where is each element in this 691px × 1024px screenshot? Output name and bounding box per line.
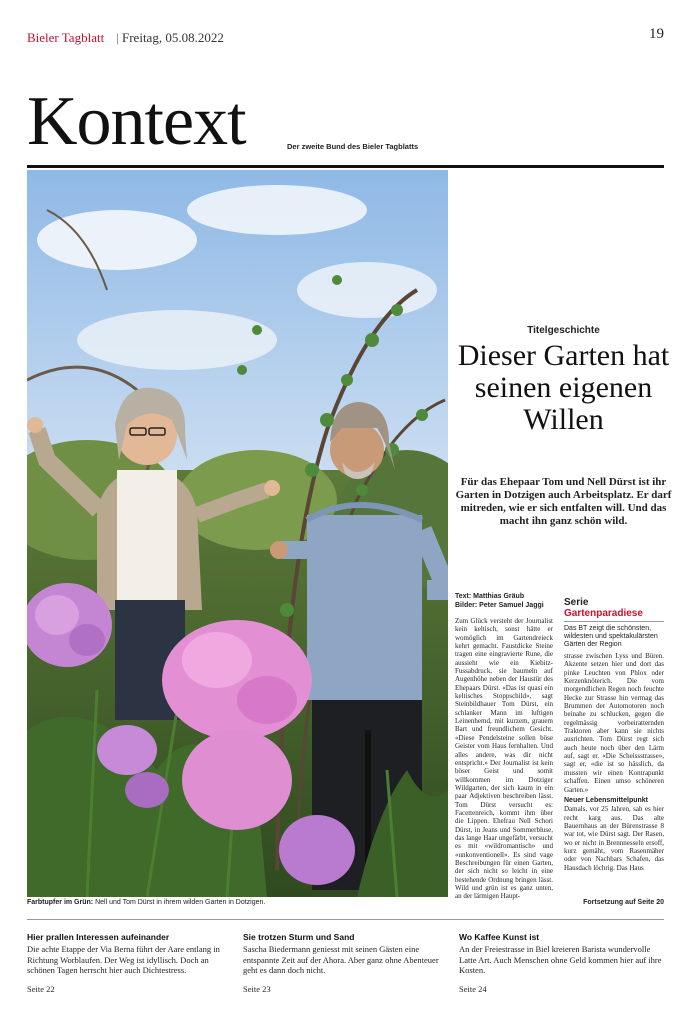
- serie-label: Serie: [564, 597, 589, 608]
- newspaper-name: Bieler Tagblatt: [27, 30, 105, 45]
- footer-teaser-1[interactable]: [27, 932, 232, 976]
- footer-teaser-page[interactable]: Seite 23: [243, 984, 271, 994]
- article-headline: Dieser Garten hat seinen eigenen Willen: [457, 339, 670, 436]
- column2-subhead: Neuer Lebensmittelpunkt: [564, 796, 649, 804]
- garden-photo: [27, 170, 448, 897]
- footer-teaser-page[interactable]: Seite 22: [27, 984, 55, 994]
- continuation-note[interactable]: Fortsetzung auf Seite 20: [583, 899, 664, 906]
- column2-intro: strasse zwischen Lyss und Büren. Akzente setzen hier und dort das pinke Leuchten von Phlox oder Kerzenknöterich. Die vom morgendlichen Regen noch feuchte Hecke zur Strasse hin vermag das Brummen der Automotoren noch beinahe zu schlucken, gegen die regelmässig vorbeiratternden Traktoren aber kann sie nichts ausrichten. Tom Dürst regt sich auch heute noch über den Lärm auf, sagt er. «Die Scheissstrasse», sagt er, «die ist so hässlich, da mussten wir einen Kontrapunkt schaffen. Einen umso schöneren Garten.»: [564, 652, 664, 794]
- article-column-1: Zum Glück versteht der Journalist kein keltisch, sonst hätte er womöglich im Gartendreieck kehrt gemacht. Faustdicke Steine tragen eine eingravierte Rune, die aussieht wie ein Kiebitz-Fussabdruck, sie baumeln auf Augenhöhe neben der Haustür des Ehepaars Dürst. «Das ist quasi ein keltisches Stoppschild», sagt Steinbildhauer Tom Dürst, ein schlanker Mann im luftigen Leinenhemd, mit kurzem, grauem Bart und freundlichem Gesicht. «Diese Pendelsteine sollen böse Geister vom Haus fernhalten. Und alles andere, was dir nicht entspricht.» Der Journalist ist kein böser Geist und somit willkommen im Dotziger Wildgarten, der sich kaum in ein paar Adjektiven beschreiben lässt. Tom Dürst versucht es: Facettenreich, kommt ihm über die Lippen. Ehefrau Nell Schori Dürst, in Jeans und Sommerbluse, das lange Haar ungefärbt, versucht es mit «wildromantisch» und «unkonventionell». Es sind vage Beschreibungen für einen Garten, der sich nicht so leicht in eine bestehende Ordnung bringen lässt. Wild und grün ist es ganz unten, an der lärmigen Haupt-: [455, 617, 553, 901]
- credit-text: Text: Matthias Gräub: [455, 593, 525, 600]
- credit-images: Bilder: Peter Samuel Jaggi: [455, 602, 544, 609]
- caption-text: Nell und Tom Dürst in ihrem wilden Garten in Dotzigen.: [93, 899, 266, 906]
- footer-teaser-title: Wo Kaffee Kunst ist: [459, 932, 540, 942]
- photo-caption: [27, 899, 448, 906]
- footer-teaser-title: Hier prallen Interessen aufeinander: [27, 932, 170, 942]
- section-title: Kontext: [27, 83, 246, 160]
- serie-title: Gartenparadiese: [564, 608, 664, 622]
- footer-teaser-title: Sie trotzen Sturm und Sand: [243, 932, 355, 942]
- article-credits: [455, 592, 553, 610]
- article-column-2: [564, 652, 664, 872]
- footer-teaser-text: Die achte Etappe der Via Berna führt der Aare entlang in Richtung Worblaufen. Der Weg ist idyllisch. Doch an schönen Tagen herrscht hier auch Dichtestress.: [27, 944, 220, 975]
- article-kicker: Titelgeschichte: [527, 325, 600, 336]
- footer-teaser-text: An der Freiestrasse in Biel kreieren Barista wundervolle Latte Art. Auch Menschen ohne Geld kommen hier auf ihre Kosten.: [459, 944, 662, 975]
- header-separator: |: [116, 30, 119, 45]
- caption-label: Farbtupfer im Grün:: [27, 899, 94, 906]
- serie-box: [564, 597, 664, 647]
- footer-teaser-text: Sascha Biedermann geniesst mit seinen Gästen eine entspannte Zeit auf der Ahora. Aber ganz ohne Abenteuer geht es dann doch nicht.: [243, 944, 439, 975]
- section-rule: [27, 165, 664, 168]
- footer-rule: [27, 919, 664, 920]
- footer-teaser-2[interactable]: [243, 932, 448, 976]
- section-subtitle: Der zweite Bund des Bieler Tagblatts: [287, 142, 419, 151]
- footer-teaser-page[interactable]: Seite 24: [459, 984, 487, 994]
- serie-text: Das BT zeigt die schönsten, wildesten und spektakulärsten Gärten der Region: [564, 625, 658, 648]
- issue-date: Freitag, 05.08.2022: [122, 30, 224, 45]
- footer-teaser-3[interactable]: [459, 932, 664, 976]
- page-number: 19: [649, 26, 664, 42]
- article-teaser: Für das Ehepaar Tom und Nell Dürst ist ihr Garten in Dotzigen auch Arbeitsplatz. Er darf mitreden, wie er sich entfalten will. Und das macht ihn ganz schön wild.: [455, 476, 672, 527]
- column2-body: Damals, vor 25 Jahren, sah es hier recht karg aus. Das alte Bauernhaus an der Bürenstrasse 8 war tot, wie Dürst sagt. Der Rasen, wo er nicht in Brennnesseln ersoff, kurz gemäht, vom Rasenmäher oder von Nachbars Schafen, das Hausdach löchrig. Das Haus: [564, 805, 664, 872]
